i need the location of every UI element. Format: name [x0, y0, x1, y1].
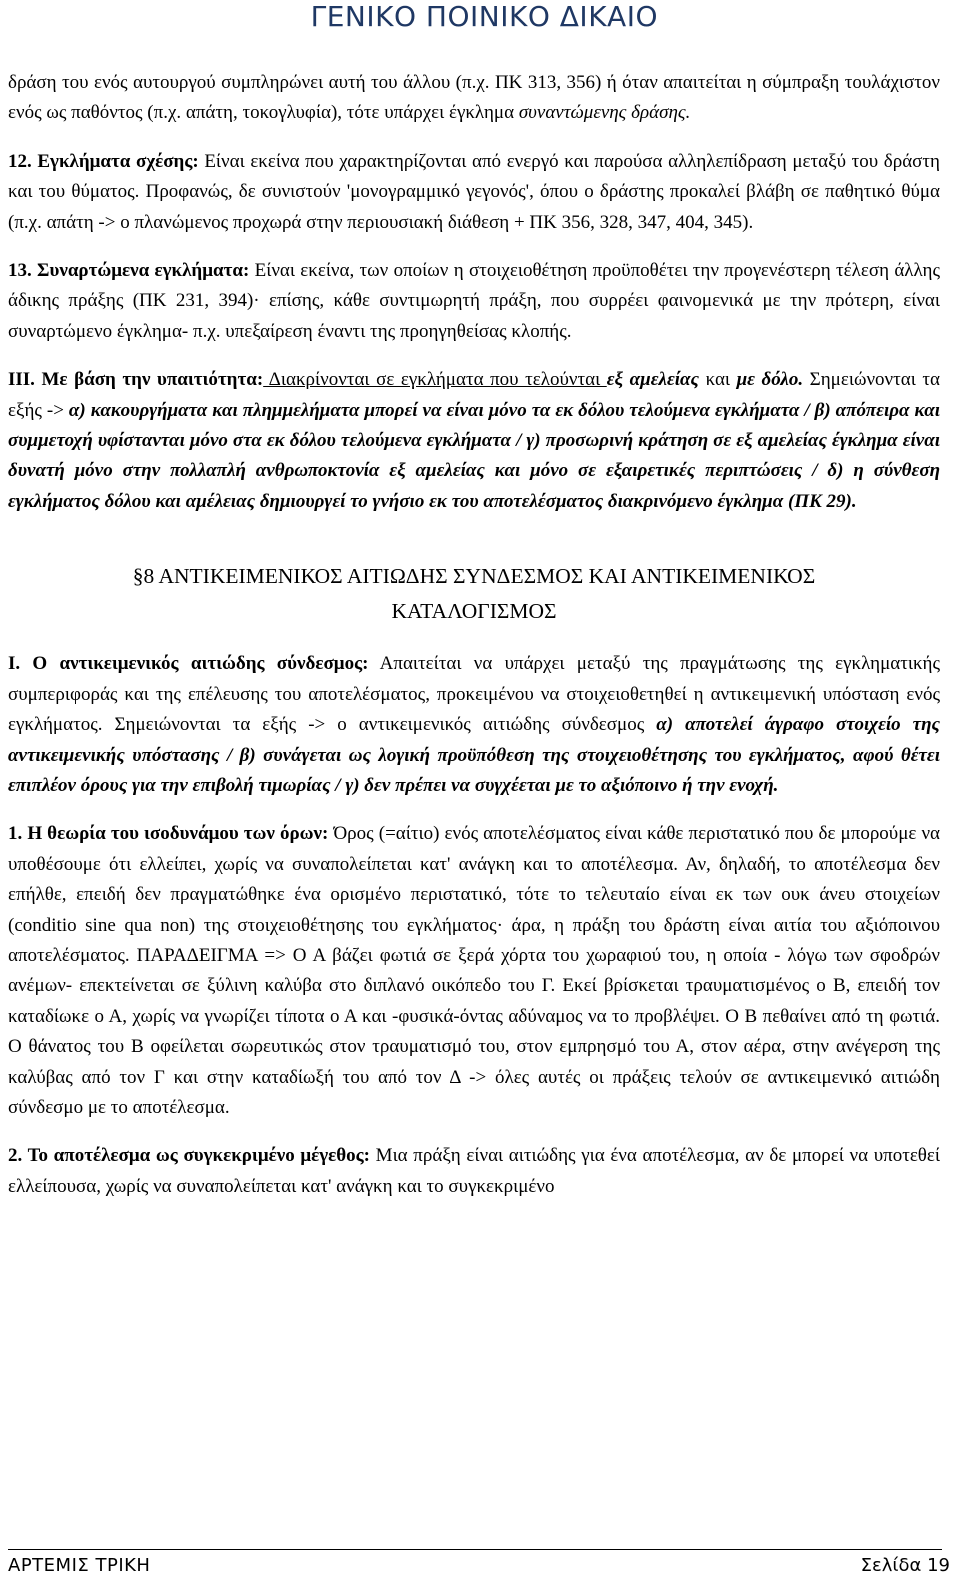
paragraph-label: 13. Συναρτώμενα εγκλήματα: — [8, 260, 250, 282]
paragraph-i: Ι. Ο αντικειμενικός αιτιώδης σύνδεσμος: Απαιτείται να υπάρχει μεταξύ της πραγμάτωσης της εγκληματικής συμπεριφοράς και της επέλευσης του αποτελέσματος, προκειμένου να στοιχειοθετηθεί η αντικειμενική υπόσταση ενός εγκλήματος. Σημειώνονται τα εξής -> ο αντικειμενικός αιτιώδης σύνδεσμος α) αποτελεί άγραφο στοιχείο της αντικειμενικής υπόστασης / β) συνάγεται ως λογική προϋπόθεση της στοιχειοθέτησης του εγκλήματος, αφού θέτει επιπλέον όρους για την επιβολή τιμωρίας / γ) δεν πρέπει να συγχέεται με το αξιόποινο ή την ενοχή. — [8, 653, 940, 796]
header-title: ΓΕΝΙΚΟ ΠΟΙΝΙΚΟ ΔΙΚΑΙΟ — [310, 0, 658, 33]
paragraph-label: 1. Η θεωρία του ισοδυνάμου των όρων: — [8, 823, 329, 845]
paragraph-12: 12. Εγκλήματα σχέσης: Είναι εκείνα που χαρακτηρίζονται από ενεργό και παρούσα αλληλεπίδραση μεταξύ του δράστη και του θύματος. Προφανώς, δε συνιστούν 'μονογραμμικό γεγονός', όπου ο δράστης προκαλεί βλάβη σε παθητικό θύμα (π.χ. απάτη -> ο πλανώμενος προχωρά στην περιουσιακή διάθεση + ΠΚ 356, 328, 347, 404, 345). — [8, 150, 940, 233]
paragraph-1: 1. Η θεωρία του ισοδυνάμου των όρων: Όρος (=αίτιο) ενός αποτελέσματος είναι κάθε περιστατικό που δε μπορούμε να υποθέσουμε ότι ελλείπει, χωρίς να συναπολείπεται κατ' ανάγκη και το αποτέλεσμα. Αν, δηλαδή, το αποτέλεσμα δεν επήλθε, επειδή δεν πραγματώθηκε ένα ορισμένο περιστατικό, τότε το τελευταίο είναι εκ των ουκ άνευ στοιχείων (conditio sine qua non) της στοιχειοθέτησης του εγκλήματος· άρα, η πράξη του δράστη είναι αιτία του αξιόποινου αποτελέσματος. ΠΑΡΑΔΕΙΓΜΑ => Ο Α βάζει φωτιά σε ξερά χόρτα του χωραφιού του, η οποία - λόγω των σφοδρών ανέμων- επεκτείνεται σε ξύλινη καλύβα στο διπλανό οικόπεδο του Γ. Εκεί βρίσκεται τραυματισμένος ο Β, επειδή τον καταδίωκε ο Α, χωρίς να γνωρίζει τίποτα ο Α και -φυσικά-όντας αδύναμος να το προβλέψει. Ο Β πεθαίνει από τη φωτιά. Ο θάνατος του Β οφείλεται σωρευτικώς στον τραυματισμό του, στον εμπρησμό του Α, στον αέρα, στην ανέγερση της καλύβας από τον Γ και στην καταδίωξή του από τον Δ -> όλες αυτές οι πράξεις τελούν σε αντικειμενικό αιτιώδη σύνδεσμο με το αποτέλεσμα. — [8, 823, 941, 1118]
page-header — [0, 0, 960, 40]
paragraph-label: ΙΙΙ. Με βάση την υπαιτιότητα: — [8, 369, 264, 391]
paragraph-continuation: δράση του ενός αυτουργού συμπληρώνει αυτή του άλλου (π.χ. ΠΚ 313, 356) ή όταν απαιτείται η σύμπραξη τουλάχιστον ενός ως παθόντος (π.χ. απάτη, τοκογλυφία), τότε υπάρχει έγκλημα συναντώμενης δράσης. — [8, 72, 940, 124]
paragraph-label: 2. Το αποτέλεσμα ως συγκεκριμένο μέγεθος: — [8, 1145, 371, 1167]
footer-author: ΑΡΤΕΜΙΣ ΤΡΙΚΗ — [8, 1555, 151, 1576]
footer-page-number: Σελίδα 19 — [860, 1555, 950, 1576]
paragraph-label: Ι. Ο αντικειμενικός αιτιώδης σύνδεσμος: — [8, 653, 369, 675]
document-body — [8, 68, 940, 1202]
section-heading: §8 ΑΝΤΙΚΕΙΜΕΝΙΚΟΣ ΑΙΤΙΩΔΗΣ ΣΥΝΔΕΣΜΟΣ ΚΑΙ ΑΝΤΙΚΕΙΜΕΝΙΚΟΣ ΚΑΤΑΛΟΓΙΣΜΟΣ — [132, 564, 816, 624]
paragraph-2: 2. Το αποτέλεσμα ως συγκεκριμένο μέγεθος: Μια πράξη είναι αιτιώδης για ένα αποτέλεσμα, αν δε μπορεί να υποτεθεί ελλείπουσα, χωρίς να συναπολείπεται κατ' ανάγκη και το συγκεκριμένο — [8, 1145, 940, 1197]
paragraph-13: 13. Συναρτώμενα εγκλήματα: Είναι εκείνα, των οποίων η στοιχειοθέτηση προϋποθέτει την προγενέστερη τέλεση άλλης άδικης πράξης (ΠΚ 231, 394)· επίσης, κάθε συντιμωρητή πράξη, που συρρέει φαινομενικά με την πρότερη, είναι συναρτώμενο έγκλημα- π.χ. υπεξαίρεση έναντι της προηγηθείσας κλοπής. — [8, 260, 940, 342]
paragraph-label: 12. Εγκλήματα σχέσης: — [8, 150, 199, 172]
paragraph-iii: ΙΙΙ. Με βάση την υπαιτιότητα: Διακρίνονται σε εγκλήματα που τελούνται εξ αμελείας και με δόλο. Σημειώνονται τα εξής -> α) κακουργήματα και πλημμελήματα μπορεί να είναι μόνο τα εκ δόλου τελούμενα εγκλήματα / β) απόπειρα και συμμετοχή υφίστανται μόνο στα εκ δόλου τελούμενα εγκλήματα / γ) προσωρινή κράτηση σε εξ αμελείας έγκλημα είναι δυνατή μόνο στην πολλαπλή ανθρωποκτονία εξ αμελείας και μόνο σε εξαιρετικές περιπτώσεις / δ) η σύνθεση εγκλήματος δόλου και αμέλειας δημιουργεί το γνήσιο εκ του αποτελέσματος διακρινόμενο έγκλημα (ΠΚ 29). — [8, 369, 940, 512]
footer-divider — [8, 1549, 942, 1550]
